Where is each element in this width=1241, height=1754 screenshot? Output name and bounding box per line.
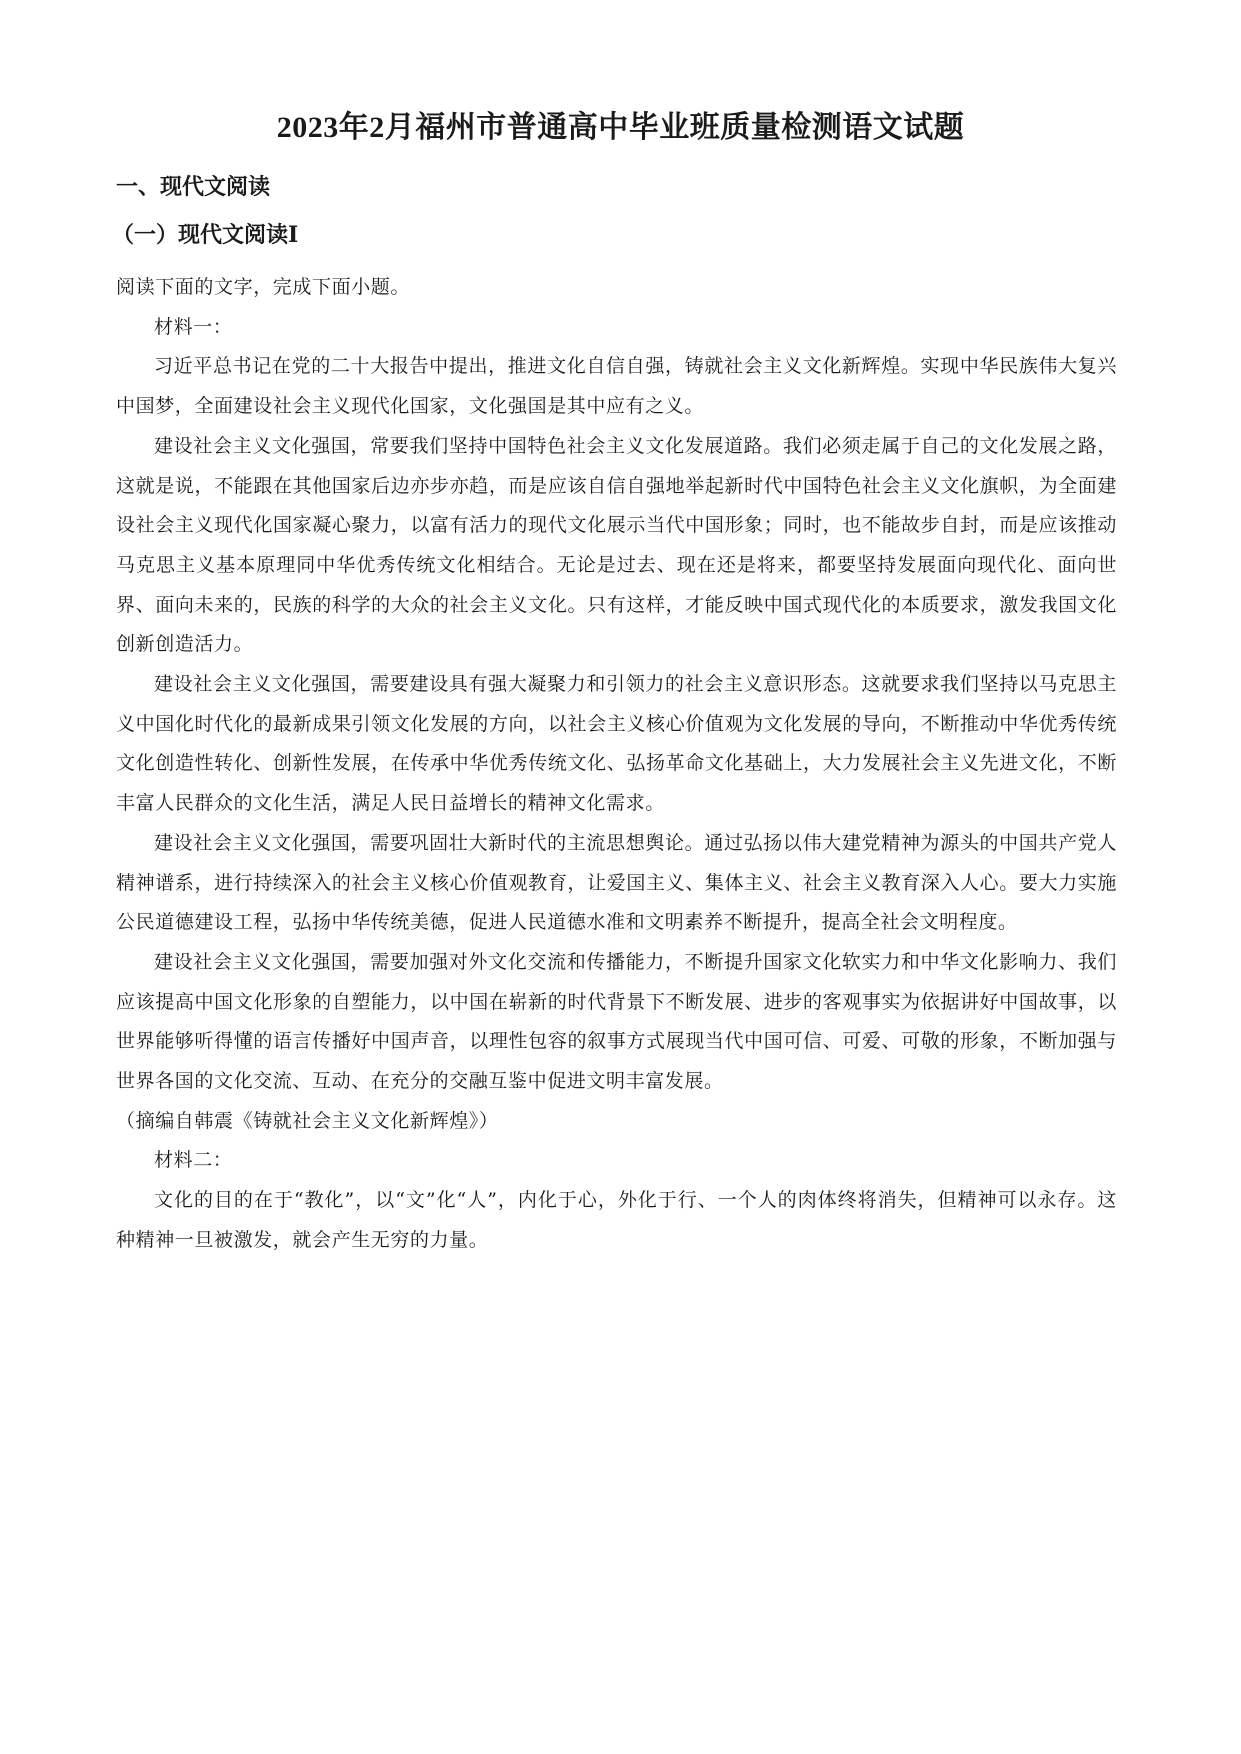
paragraph-5: 建设社会主义文化强国，需要加强对外文化交流和传播能力，不断提升国家文化软实力和中华文化影响力、我们应该提高中国文化形象的自塑能力，以中国在崭新的时代背景下不断发展、进步的客观事实为依据讲好中国故事，以世界能够听得懂的语言传播好中国声音，以理性包容的叙事方式展现当代中国可信、可爱、可敬的形象，不断加强与世界各国的文化交流、互动、在充分的交融互鉴中促进文明丰富发展。 (116, 950, 1117, 1093)
paragraph-1: 习近平总书记在党的二十大报告中提出，推进文化自信自强，铸就社会主义文化新辉煌。实现中华民族伟大复兴中国梦，全面建设社会主义现代化国家，文化强国是其中应有之义。 (116, 355, 1117, 418)
paragraph-2: 建设社会主义文化强国，常要我们坚持中国特色社会主义文化发展道路。我们必须走属于自己的文化发展之路，这就是说，不能跟在其他国家后边亦步亦趋，而是应该自信自强地举起新时代中国特色社会主义文化旗帜，为全面建设社会主义现代化国家凝心聚力，以富有活力的现代文化展示当代中国形象；同时，也不能故步自封，而是应该推动马克思主义基本原理同中华优秀传统文化相结合。无论是过去、现在还是将来，都要坚持发展面向现代化、面向世界、面向未来的，民族的科学的大众的社会主义文化。只有这样，才能反映中国式现代化的本质要求，激发我国文化创新创造活力。 (116, 434, 1117, 656)
source-citation: （摘编自韩震《铸就社会主义文化新辉煌》） (116, 1109, 499, 1132)
material-1-label: 材料一： (154, 315, 233, 338)
instruction-text: 阅读下面的文字，完成下面小题。 (116, 276, 411, 298)
material-2-paragraph: 文化的目的在于“教化”，以“文”化“人”，内化于心，外化于行、一个人的肉体终将消失，但精神可以永存。这种精神一旦被激发，就会产生无穷的力量。 (116, 1189, 1117, 1251)
section-heading: 一、现代文阅读 (116, 174, 271, 200)
reading-body (116, 268, 1117, 1261)
paragraph-3: 建设社会主义文化强国，需要建设具有强大凝聚力和引领力的社会主义意识形态。这就要求我们坚持以马克思主义中国化时代化的最新成果引领文化发展的方向，以社会主义核心价值观为文化发展的导向，不断推动中华优秀传统文化创造性转化、创新性发展，在传承中华优秀传统文化、弘扬革命文化基础上，大力发展社会主义先进文化，不断丰富人民群众的文化生活，满足人民日益增长的精神文化需求。 (116, 673, 1117, 815)
document-title: 2023年2月福州市普通高中毕业班质量检测语文试题 (276, 111, 965, 144)
paragraph-4: 建设社会主义文化强国，需要巩固壮大新时代的主流思想舆论。通过弘扬以伟大建党精神为源头的中国共产党人精神谱系，进行持续深入的社会主义核心价值观教育，让爱国主义、集体主义、社会主义教育深入人心。要大力实施公民道德建设工程，弘扬中华传统美德，促进人民道德水准和文明素养不断提升，提高全社会文明程度。 (116, 831, 1117, 934)
material-2-label: 材料二： (154, 1149, 233, 1172)
subsection-heading: （一）现代文阅读Ⅰ (112, 222, 299, 248)
